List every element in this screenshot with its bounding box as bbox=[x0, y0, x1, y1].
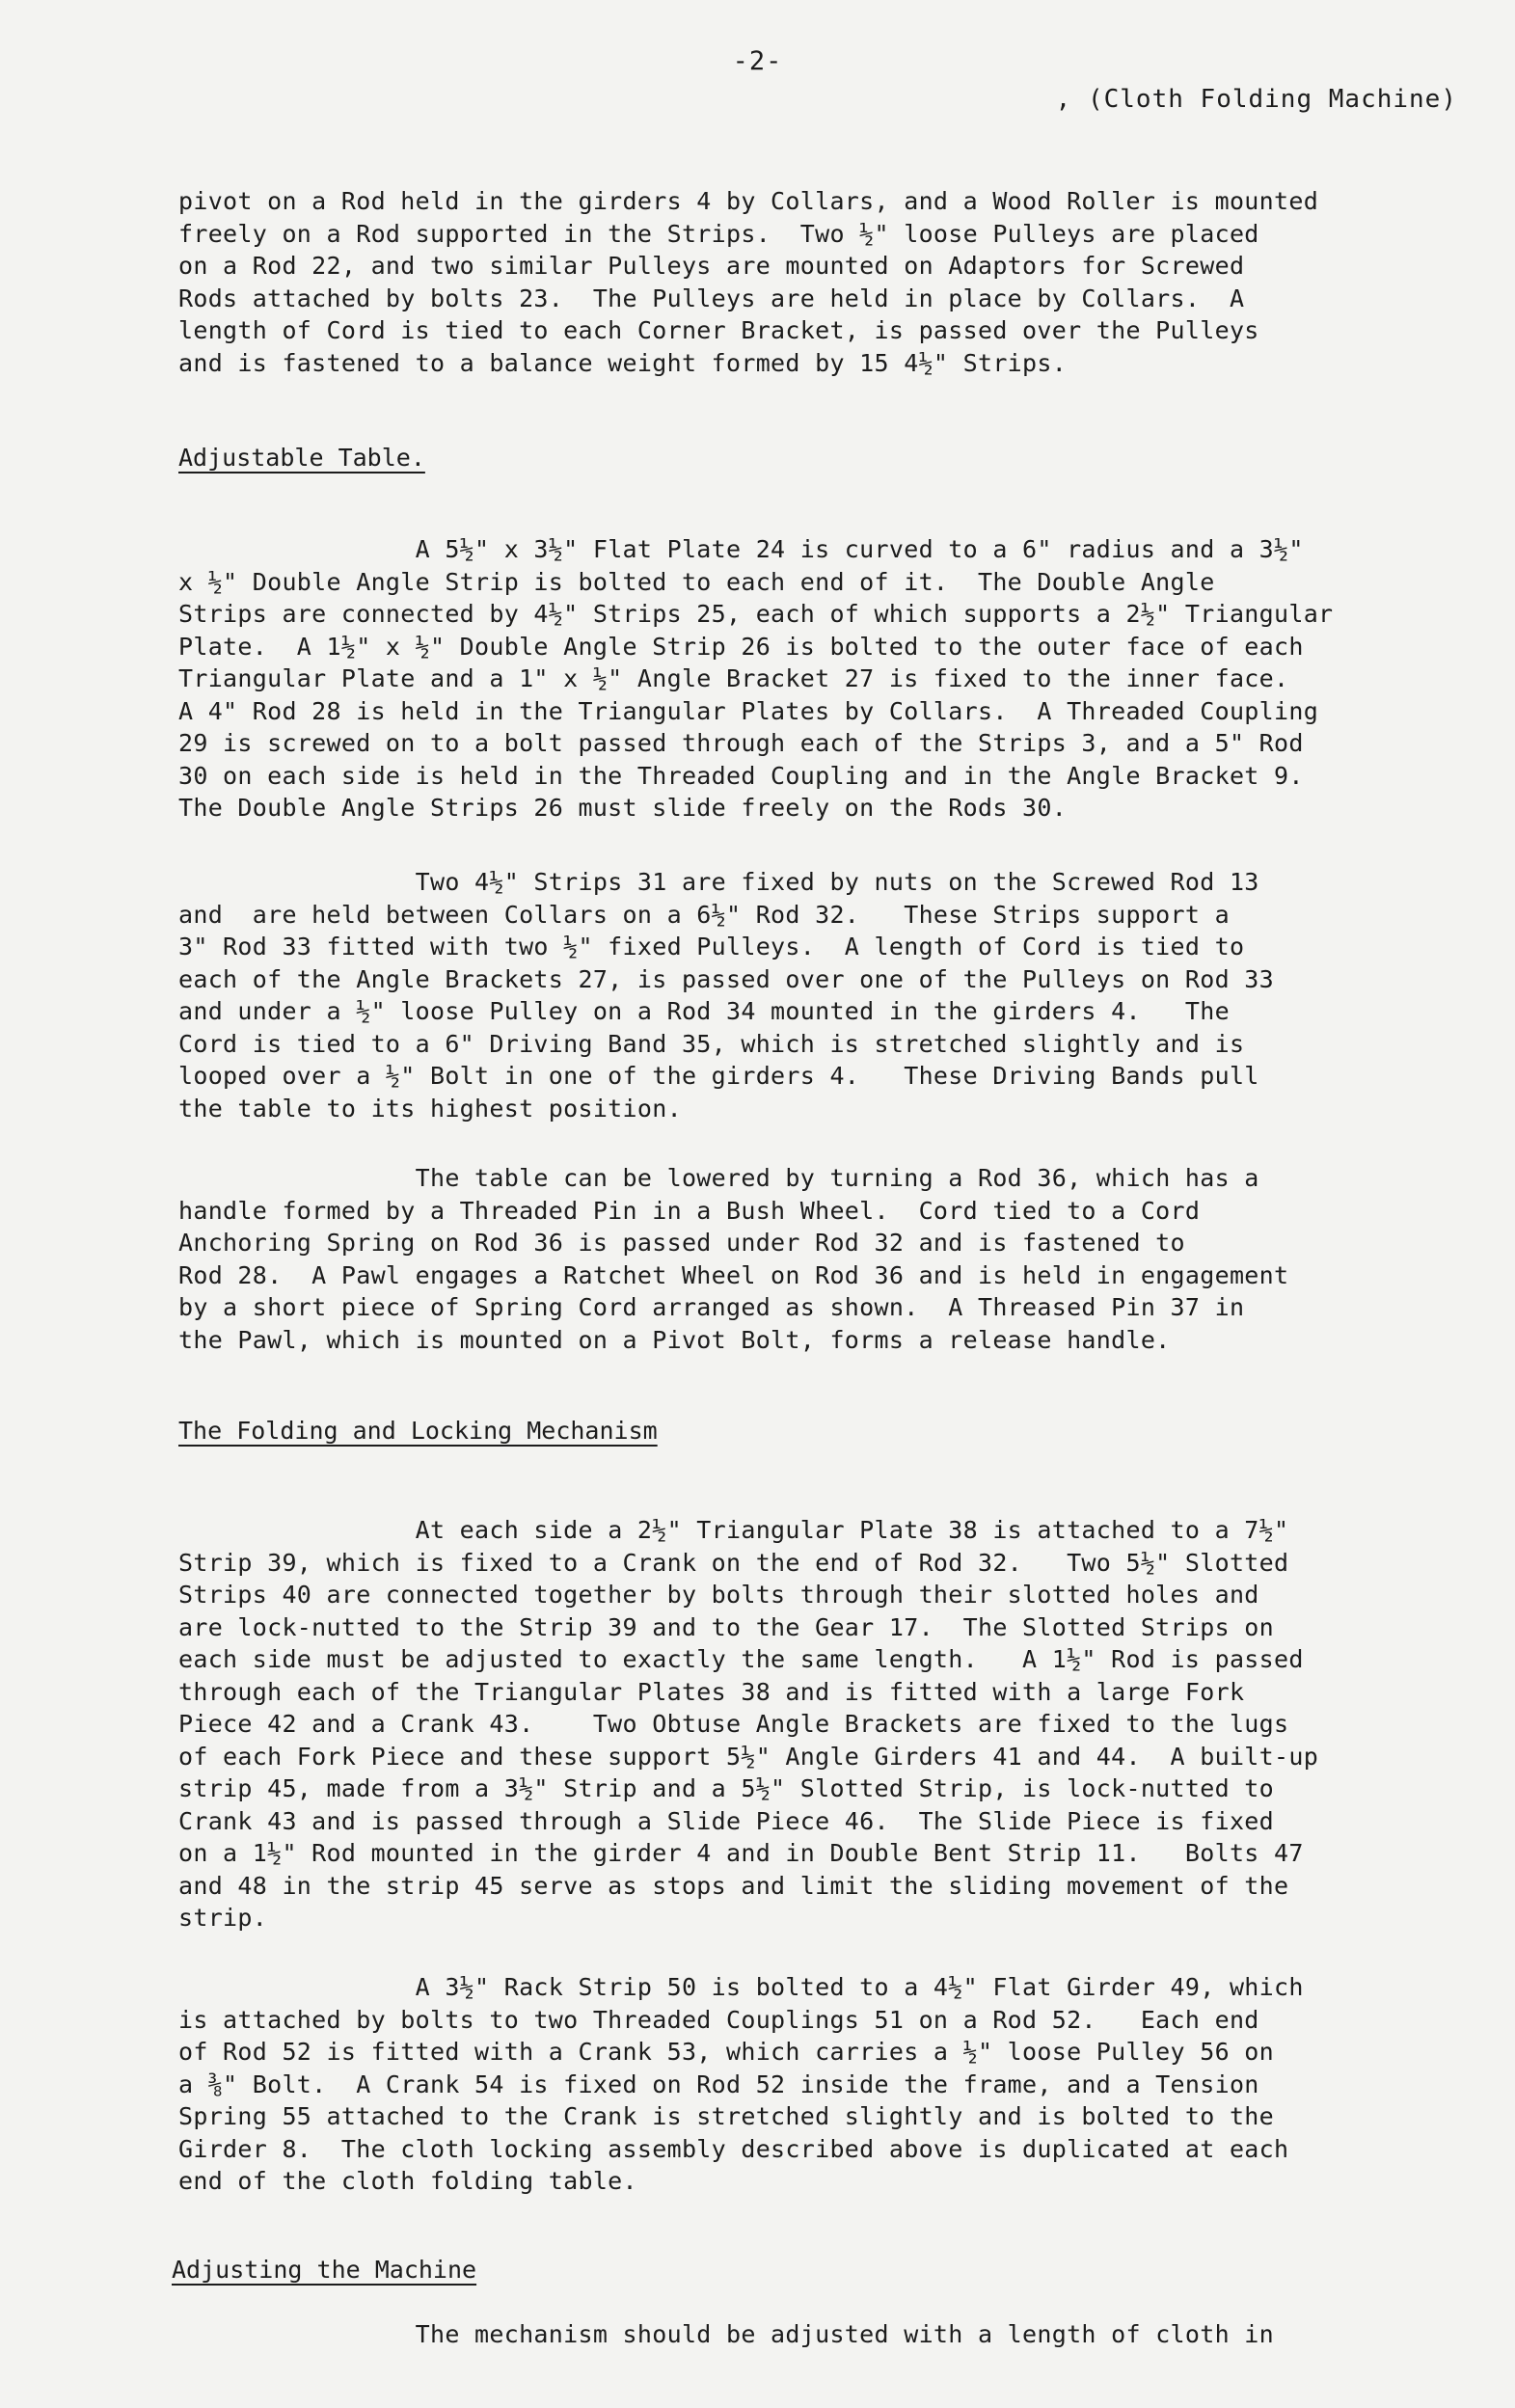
adjustable-table-paragraph-2: Two 4½" Strips 31 are fixed by nuts on the Screwed Rod 13 and are held between Collars on a 6½" Rod 32. These Strips support a 3" Rod 33 fitted with two ½" fixed Pulleys. A length of Cord is tied to each of the Angle Brackets 27, is passed over one of the Pulleys on Rod 33 and under a ½" loose Pulley on a Rod 34 mounted in the girders 4. The Cord is tied to a 6" Driving Band 35, which is stretched slightly and is looped over a ½" Bolt in one of the girders 4. These Driving Bands pull the table to its highest position. bbox=[178, 868, 1274, 1123]
adjusting-paragraph-1: The mechanism should be adjusted with a length of cloth in bbox=[178, 2320, 1274, 2348]
intro-paragraph: pivot on a Rod held in the girders 4 by Collars, and a Wood Roller is mounted freely on a Rod supported in the Strips. Two ½" loose Pulleys are placed on a Rod 22, and two similar Pulleys are mounted on Adaptors for Screwed Rods attached by bolts 23. The Pulleys are held in place by Collars. A length of Cord is tied to each Corner Bracket, is passed over the Pulleys and is fastened to a balance weight formed by 15 4½" Strips. bbox=[178, 187, 1319, 377]
running-header: , (Cloth Folding Machine) bbox=[1055, 85, 1457, 114]
section-heading-adjustable-table: Adjustable Table. bbox=[178, 444, 425, 472]
folding-locking-paragraph-2: A 3½" Rack Strip 50 is bolted to a 4½" Flat Girder 49, which is attached by bolts to two Threaded Couplings 51 on a Rod 52. Each end of Rod 52 is fitted with a Crank 53, which carries a ½" loose Pulley 56 on a ⅜" Bolt. A Crank 54 is fixed on Rod 52 inside the frame, and a Tension Spring 55 attached to the Crank is stretched slightly and is bolted to the Girder 8. The cloth locking assembly described above is duplicated at each end of the cloth folding table. bbox=[178, 1973, 1304, 2195]
adjustable-table-paragraph-1: A 5½" x 3½" Flat Plate 24 is curved to a 6" radius and a 3½" x ½" Double Angle Strip is bolted to each end of it. The Double Angle Strips are connected by 4½" Strips 25, each of which supports a 2½" Triangular Plate. A 1½" x ½" Double Angle Strip 26 is bolted to the outer face of each Triangular Plate and a 1" x ½" Angle Bracket 27 is fixed to the inner face. A 4" Rod 28 is held in the Triangular Plates by Collars. A Threaded Coupling 29 is screwed on to a bolt passed through each of the Strips 3, and a 5" Rod 30 on each side is held in the Threaded Coupling and in the Angle Bracket 9. The Double Angle Strips 26 must slide freely on the Rods 30. bbox=[178, 535, 1334, 822]
folding-locking-paragraph-1: At each side a 2½" Triangular Plate 38 is attached to a 7½" Strip 39, which is fixed to a Crank on the end of Rod 32. Two 5½" Slotted Strips 40 are connected together by bolts through their slotted holes and are lock-nutted to the Strip 39 and to the Gear 17. The Slotted Strips on each side must be adjusted to exactly the same length. A 1½" Rod is passed through each of the Triangular Plates 38 and is fitted with a large Fork Piece 42 and a Crank 43. Two Obtuse Angle Brackets are fixed to the lugs of each Fork Piece and these support 5½" Angle Girders 41 and 44. A built-up strip 45, made from a 3½" Strip and a 5½" Slotted Strip, is lock-nutted to Crank 43 and is passed through a Slide Piece 46. The Slide Piece is fixed on a 1½" Rod mounted in the girder 4 and in Double Bent Strip 11. Bolts 47 and 48 in the strip 45 serve as stops and limit the sliding movement of the strip. bbox=[178, 1516, 1319, 1932]
adjustable-table-paragraph-3: The table can be lowered by turning a Rod 36, which has a handle formed by a Threaded Pin in a Bush Wheel. Cord tied to a Cord Anchoring Spring on Rod 36 is passed under Rod 32 and is fastened to Rod 28. A Pawl engages a Ratchet Wheel on Rod 36 and is held in engagement by a short piece of Spring Cord arranged as shown. A Threased Pin 37 in the Pawl, which is mounted on a Pivot Bolt, forms a release handle. bbox=[178, 1164, 1289, 1354]
section-heading-adjusting: Adjusting the Machine bbox=[172, 2256, 477, 2284]
page-number: -2- bbox=[732, 46, 783, 76]
section-heading-folding-locking: The Folding and Locking Mechanism bbox=[178, 1417, 658, 1445]
